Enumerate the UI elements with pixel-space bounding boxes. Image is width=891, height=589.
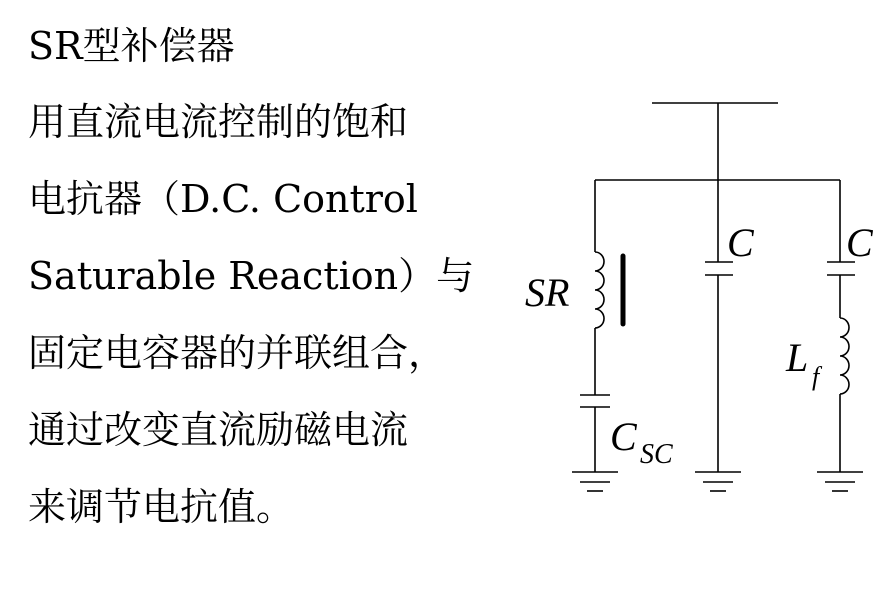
text-line-1: 用直流电流控制的饱和	[28, 100, 409, 144]
lf-coil	[840, 318, 849, 394]
text-line-3: Saturable Reaction）与	[28, 254, 475, 298]
label-c-right: C	[846, 220, 873, 265]
sr-coil	[595, 252, 604, 328]
text-line-2: 电抗器（D.C. Control	[28, 177, 418, 221]
label-csc-sub: SC	[640, 439, 673, 470]
text-line-5: 通过改变直流励磁电流	[28, 408, 409, 452]
label-c-middle: C	[727, 220, 754, 265]
text-line-4: 固定电容器的并联组合，	[28, 331, 447, 375]
label-lf-sub: f	[812, 362, 820, 391]
title: SR型补偿器	[28, 24, 235, 68]
text-line-6: 来调节电抗值。	[28, 485, 295, 529]
label-csc-main: C	[610, 414, 637, 459]
label-lf-main: L	[786, 335, 809, 380]
label-sr: SR	[525, 270, 570, 315]
